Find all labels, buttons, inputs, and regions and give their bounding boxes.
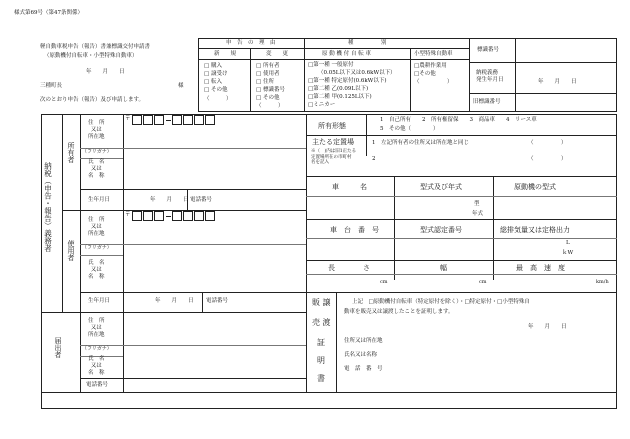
moped-class2-otsu[interactable]: □第二種 乙(0.09L以下) xyxy=(308,86,369,92)
transfer-cert-text-1: 上記 □原動機付自転車（特定原付を除く）・□特定原付・□小型特殊自 xyxy=(352,299,530,305)
transfer-cert-text-2: 動車を販売又は譲渡したことを証明します。 xyxy=(344,309,454,315)
model-year-unit: 年式 xyxy=(472,211,484,217)
storage-option-2[interactable]: 2 xyxy=(372,156,376,162)
storage-option-1-paren: （ ） xyxy=(528,140,567,146)
type-cert-number-field[interactable] xyxy=(395,239,492,259)
storage-location-note: ※（ )内は旧1正たる 定置場所在の市町村 名を記入 xyxy=(311,149,357,166)
special-agricultural[interactable]: □農耕作業用 xyxy=(414,63,447,69)
user-address-field[interactable] xyxy=(124,223,305,243)
user-zip-mark: 〒 xyxy=(125,212,131,218)
owner-label: 所有者 xyxy=(67,142,75,163)
transfer-cert-phone-label: 電 話 番 号 xyxy=(344,366,383,372)
ownership-type-options[interactable]: 1 自己所有 2 所有権留保 3 商品車 4 リース車 xyxy=(380,117,537,123)
taxpayer-label: 納税（申告・報告）義務者 xyxy=(43,162,53,252)
reason-change-header: 変 更 xyxy=(266,51,289,57)
user-name-field[interactable] xyxy=(124,245,305,291)
reason-change-other[interactable]: □ その他 xyxy=(256,95,280,101)
reason-header: 申 告 の 理 由 xyxy=(226,40,276,46)
special-vehicle-header: 小型特殊自動車 xyxy=(414,51,453,57)
reporter-furigana-label: （フリガナ） xyxy=(82,346,112,352)
user-label: 使用者 xyxy=(67,240,75,261)
moped-class1-general[interactable]: □第一種 一般原付 xyxy=(308,62,354,68)
reporter-label: 届出者 xyxy=(54,337,62,358)
form-number: 様式第69号（第47条関係） xyxy=(14,10,83,16)
reporter-phone-label: 電話番号 xyxy=(86,382,109,388)
reason-change-plate[interactable]: □ 標識番号 xyxy=(256,87,285,93)
storage-option-1[interactable]: 1 左記所有者の住所又は所在地と同じ xyxy=(372,140,470,146)
submission-date: 年 月 日 xyxy=(86,69,125,75)
transfer-cert-address-field[interactable] xyxy=(400,335,614,347)
reason-new-other-paren: （ ） xyxy=(204,96,232,102)
old-plate-number-label: 旧標識番号 xyxy=(473,99,501,105)
ownership-type-other[interactable]: 5 その他（ ） xyxy=(380,126,439,132)
special-other-paren: （ ） xyxy=(414,79,453,85)
width-label: 幅 xyxy=(440,264,447,272)
declaration-text: 次のとおり申告（報告）及び申請します。 xyxy=(40,97,145,103)
transfer-cert-name-field[interactable] xyxy=(400,349,614,361)
displacement-unit-l: L xyxy=(566,240,570,246)
reason-change-user[interactable]: □ 使用者 xyxy=(256,71,280,77)
owner-phone-label: 電話番号 xyxy=(190,197,213,203)
reason-change-owner[interactable]: □ 所有者 xyxy=(256,63,280,69)
owner-phone-field[interactable] xyxy=(222,190,305,209)
plate-number-label: 標識番号 xyxy=(477,47,500,53)
moped-class2-ko[interactable]: □第二種 甲(0.125L以下) xyxy=(308,94,372,100)
type-header: 種 別 xyxy=(348,40,387,46)
width-unit: cm xyxy=(479,279,487,285)
owner-name-field[interactable] xyxy=(124,149,305,188)
moped-class1-specific[interactable]: □第一種 特定原付(0.6kW以下) xyxy=(308,78,387,84)
max-speed-label: 最 高 速 度 xyxy=(516,264,565,272)
moped-minicar[interactable]: □ミニカー xyxy=(308,102,336,108)
owner-zip-mark: 〒 xyxy=(125,116,131,122)
reason-new-header: 新 規 xyxy=(214,51,237,57)
storage-location-label: 主たる定置場 xyxy=(312,138,354,146)
transfer-cert-label-2: 売 渡 xyxy=(312,318,331,327)
user-address-label: 住 所 又は 所在地 xyxy=(88,217,105,237)
storage-option-2-paren: （ ） xyxy=(528,156,567,162)
owner-address-label: 住 所 又は 所在地 xyxy=(88,120,105,140)
user-dob-label: 生年月日 xyxy=(88,298,111,304)
reporter-address-field[interactable] xyxy=(124,313,305,344)
reporter-name-label: 氏 名 又は 名 称 xyxy=(88,356,105,376)
addressee-honorific: 様 xyxy=(178,83,184,89)
transfer-cert-address-label: 住所又は所在地 xyxy=(344,338,383,344)
reporter-name-field[interactable] xyxy=(124,346,305,377)
width-field[interactable] xyxy=(395,275,492,291)
displacement-label: 総排気量又は定格出力 xyxy=(500,226,570,234)
user-dob-value[interactable]: 年 月 日 xyxy=(155,298,194,304)
special-other[interactable]: □その他 xyxy=(414,71,436,77)
transfer-cert-label-4: 明 xyxy=(317,356,325,365)
owner-dob-value[interactable]: 年 月 日 xyxy=(150,197,189,203)
owner-furigana-label: （フリガナ） xyxy=(82,149,112,155)
chassis-number-label: 車 台 番 号 xyxy=(330,226,379,234)
transfer-cert-label-1: 販 譲 xyxy=(312,298,331,307)
ownership-type-label: 所有形態 xyxy=(318,122,346,130)
moped-class1-spec: （0.05L以下又は0.6kW以下） xyxy=(318,70,396,76)
model-type-unit: 型 xyxy=(474,201,480,207)
engine-model-label: 原動機の型式 xyxy=(514,183,556,191)
reason-change-address[interactable]: □ 住所 xyxy=(256,79,274,85)
tax-obligation-date-value: 年 月 日 xyxy=(538,79,577,85)
reason-change-other-paren: （ ） xyxy=(256,103,284,109)
transfer-cert-date[interactable]: 年 月 日 xyxy=(528,324,567,330)
moped-header: 原 動 機 付 自 転 車 xyxy=(322,51,371,57)
engine-model-field[interactable] xyxy=(494,197,616,218)
reason-new-purchase[interactable]: □ 購入 xyxy=(204,63,222,69)
owner-address-field[interactable] xyxy=(124,127,305,147)
form-subtitle: （原動機付自転車・小型特殊自動車） xyxy=(44,53,138,59)
user-postal-code-boxes[interactable] xyxy=(132,211,216,221)
max-speed-field[interactable] xyxy=(494,275,616,291)
type-cert-number-label: 型式認定番号 xyxy=(420,226,462,234)
user-furigana-label: （フリガナ） xyxy=(82,245,112,251)
max-speed-unit: km/h xyxy=(596,279,609,285)
vehicle-name-field[interactable] xyxy=(307,197,393,218)
form-title: 軽自動車税申告（報告）書兼標識交付申請書 xyxy=(40,44,151,50)
user-phone-field[interactable] xyxy=(240,293,305,311)
displacement-unit-kw: ｋW xyxy=(562,250,574,256)
chassis-number-field[interactable] xyxy=(307,239,393,259)
model-year-label: 型式及び年式 xyxy=(420,183,462,191)
transfer-cert-name-label: 氏名又は名称 xyxy=(344,352,378,358)
reason-new-other[interactable]: □ その他 xyxy=(204,87,228,93)
reason-new-transfer[interactable]: □ 譲受け xyxy=(204,71,228,77)
user-name-label: 氏 名 又は 名 称 xyxy=(88,260,105,280)
transfer-cert-phone-field[interactable] xyxy=(400,363,614,375)
vehicle-name-label: 車 名 xyxy=(332,183,367,191)
length-label: 長 さ xyxy=(328,264,370,272)
reason-new-move-in[interactable]: □ 転入 xyxy=(204,79,222,85)
owner-postal-code-boxes[interactable] xyxy=(132,115,216,125)
owner-dob-label: 生年月日 xyxy=(88,197,111,203)
transfer-cert-label-5: 書 xyxy=(317,374,325,383)
transfer-cert-label-3: 証 xyxy=(317,338,325,347)
owner-name-label: 氏 名 又は 名 称 xyxy=(88,159,105,179)
length-unit: cm xyxy=(380,279,388,285)
addressee: 三種町長 xyxy=(40,83,63,89)
reporter-phone-field[interactable] xyxy=(124,379,305,391)
tax-obligation-date-label: 納税義務 発生年月日 xyxy=(476,70,504,83)
reporter-address-label: 住 所 又は 所在地 xyxy=(88,318,105,338)
length-field[interactable] xyxy=(307,275,393,291)
user-phone-label: 電話番号 xyxy=(206,298,229,304)
